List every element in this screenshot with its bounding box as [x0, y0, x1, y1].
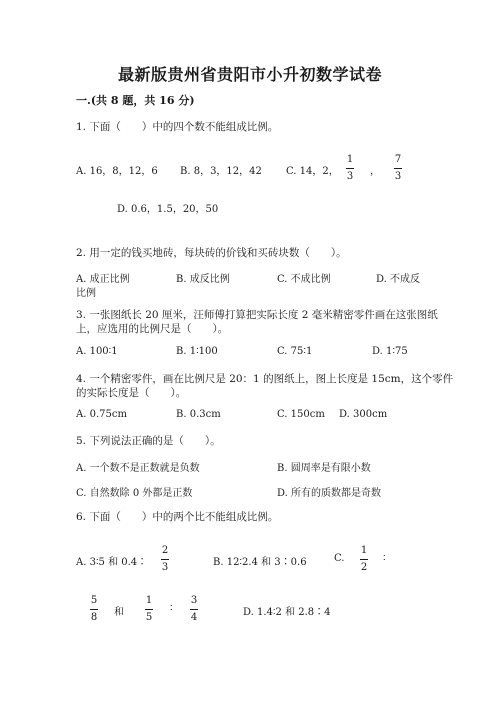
page-title: 最新版贵州省贵阳市小升初数学试卷 — [117, 65, 382, 84]
q2-option-c: C. 不成比例 — [277, 274, 331, 285]
q5-option-b: B. 圆周率是有限小数 — [277, 463, 371, 474]
q2-option-b: B. 成反比例 — [176, 274, 230, 285]
q6-option-c: C. — [334, 553, 345, 564]
q1-option-c: C. 14，2， — [286, 166, 339, 177]
q6-option-c-colon-2: ∶ — [170, 603, 173, 614]
question-1-text: 1. 下面（ ）中的四个数不能组成比例。 — [76, 121, 279, 133]
q1-option-c-separator: ， — [370, 166, 380, 177]
question-6-text: 6. 下面（ ）中的两个比不能组成比例。 — [76, 511, 279, 523]
question-3-line-2: 上，应选用的比例尺是（ ）。 — [76, 323, 229, 335]
q5-option-d: D. 所有的质数都是奇数 — [277, 488, 382, 499]
question-5-text: 5. 下列说法正确的是（ ）。 — [76, 435, 221, 447]
question-3-line-1: 3. 一张图纸长 20 厘米，汪师傅打算把实际长度 2 毫米精密零件画在这张图纸 — [76, 309, 438, 321]
q4-option-a: A. 0.75cm — [76, 409, 127, 420]
q1-option-d: D. 0.6，1.5，20，50 — [117, 204, 219, 215]
q1-option-b: B. 8，3，12，42 — [180, 166, 262, 177]
question-4-line-1: 4. 一个精密零件，画在比例尺是 20：1 的图纸上，图上长度是 15cm，这个零件 — [76, 373, 454, 385]
q6-option-d: D. 1.4∶2 和 2.8∶4 — [243, 607, 331, 618]
q6-option-b: B. 12∶2.4 和 3∶0.6 — [213, 557, 307, 568]
q4-option-c: C. 150cm — [277, 409, 325, 420]
question-4-line-2: 的实际长度是（ ）。 — [76, 387, 187, 399]
q6-option-c-fraction-2: 5 8 — [90, 595, 98, 623]
q2-option-a: A. 成正比例 — [76, 274, 130, 285]
section-header: 一.(共 8 题，共 16 分) — [76, 94, 195, 107]
q6-option-a: A. 3∶5 和 0.4∶ — [76, 557, 148, 568]
q3-option-a: A. 100∶1 — [76, 346, 118, 357]
q2-option-d: D. 不成反 — [376, 274, 421, 285]
q6-option-c-colon: ∶ — [383, 553, 386, 564]
q3-option-c: C. 75∶1 — [277, 346, 313, 357]
q5-option-a: A. 一个数不是正数就是负数 — [76, 463, 200, 474]
q4-option-b: B. 0.3cm — [176, 409, 221, 420]
q2-option-d-continued: 比例 — [76, 288, 96, 299]
q6-option-c-fraction-3: 1 5 — [145, 595, 153, 623]
q6-option-a-fraction: 2 3 — [161, 545, 169, 573]
q3-option-d: D. 1∶75 — [372, 346, 408, 357]
question-2-text: 2. 用一定的钱买地砖，每块砖的价钱和买砖块数（ ）。 — [76, 247, 347, 259]
q6-option-c-and: 和 — [114, 607, 124, 618]
q1-option-c-fraction-2: 7 3 — [394, 154, 402, 182]
q5-option-c: C. 自然数除 0 外都是正数 — [76, 488, 193, 499]
q1-option-a: A. 16，8，12，6 — [76, 166, 158, 177]
q6-option-c-fraction-4: 3 4 — [190, 595, 198, 623]
q1-option-c-fraction-1: 1 3 — [346, 154, 354, 182]
q4-option-d: D. 300cm — [339, 409, 388, 420]
q6-option-c-fraction: 1 2 — [360, 545, 368, 573]
q3-option-b: B. 1∶100 — [176, 346, 218, 357]
